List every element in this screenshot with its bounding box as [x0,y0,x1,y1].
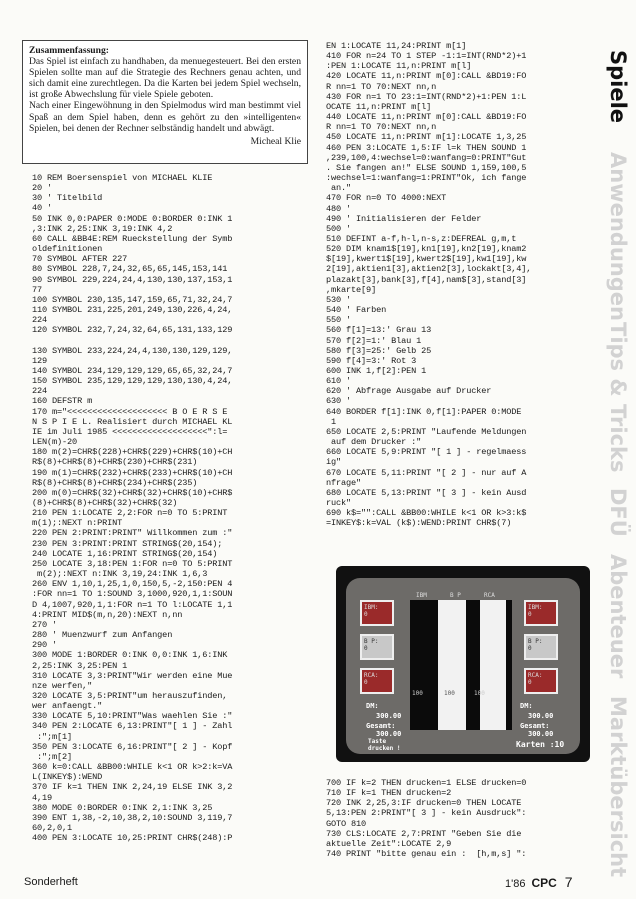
code-listing-left: 10 REM Boersenspiel von MICHAEL KLIE 20 ' 30 ' Titelbild 40 ' 50 INK 0,0:PAPER 0:MODE 0:BORDER 0:INK 1 ,3:INK 2,25:INK 3,19:INK 4,2 60 CALL &BB4E:REM Rueckstellung der Symb oldefinitionen 70 SYMBOL AFTER 227 80 SYMBOL 228,7,24,32,65,65,145,153,141 90 SYMBOL 229,224,24,4,130,130,137,153,1 77 100 SYMBOL 230,135,147,159,65,71,32,24,7 110 SYMBOL 231,225,201,249,130,226,4,24, 224 120 SYMBOL 232,7,24,32,64,65,131,133,129 130 SYMBOL 233,224,24,4,130,130,129,129, 129 140 SYMBOL 234,129,129,129,65,65,32,24,7 150 SYMBOL 235,129,129,129,130,130,4,24, 224 160 DEFSTR m 170 m="<<<<<<<<<<<<<<<<<<<< B O E R S E N S P I E L. Realisiert durch MICHAEL KL IE im Juli 1985 <<<<<<<<<<<<<<<<<<<":l= LEN(m)-20 180 m(2)=CHR$(228)+CHR$(229)+CHR$(10)+CH R$(8)+CHR$(8)+CHR$(230)+CHR$(231) 190 m(1)=CHR$(232)+CHR$(233)+CHR$(10)+CH R$(8)+CHR$(8)+CHR$(234)+CHR$(235) 200 m(0)=CHR$(32)+CHR$(32)+CHR$(10)+CHR$ (8)+CHR$(8)+CHR$(32)+CHR$(32) 210 PEN 1:LOCATE 2,2:FOR n=0 TO 5:PRINT m(1);:NEXT n:PRINT 220 PEN 2:PRINT:PRINT" Willkommen zum :" 230 PEN 3:PRINT:PRINT STRING$(20,154); 240 LOCATE 1,16:PRINT STRING$(20,154) 250 LOCATE 3,18:PEN 1:FOR n=0 TO 5:PRINT m(2);:NEXT n:INK 3,19,24:INK 1,6,3 260 ENV 1,10,1,25,1,0,150,5,-2,150:PEN 4 :FOR nn=1 TO 1:SOUND 3,1000,920,1,1:SOUN D 4,1007,920,1,1:FOR n=1 TO l:LOCATE 1,1 4:PRINT MID$(m,n,20):NEXT n,nn 270 ' 280 ' Muenzwurf zum Anfangen 290 ' 300 MODE 1:BORDER 0:INK 0,0:INK 1,6:INK 2,25:INK 3,25:PEN 1 310 LOCATE 3,3:PRINT"Wir werden eine Mue nze werfen," 320 LOCATE 3,5:PRINT"um herauszufinden, wer anfaengt." 330 LOCATE 5,10:PRINT"Was waehlen Sie :" 340 PEN 2:LOCATE 6,13:PRINT"[ 1 ] - Zahl :";m[1] 350 PEN 3:LOCATE 6,16:PRINT"[ 2 ] - Kopf :";m[2] 360 k=0:CALL &BB00:WHILE k<1 OR k>2:k=VA L(INKEY$):WEND 370 IF k=1 THEN INK 2,24,19 ELSE INK 3,2 4,19 380 MODE 0:BORDER 0:INK 2,1:INK 3,25 390 ENT 1,38,-2,10,38,2,10:SOUND 3,119,7 60,2,0,1 400 PEN 3:LOCATE 10,25:PRINT CHR$(248):P [32,173,233,844]
top-label-rca: RCA [484,592,495,599]
gesamt-value: 300.00 [376,730,402,738]
right-box-bp: B P: 0 [524,634,558,660]
mid-value-3: 100 [474,690,485,697]
code-listing-right-bottom: 700 IF k=2 THEN drucken=1 ELSE drucken=0 710 IF k=1 THEN drucken=2 720 INK 2,25,3:IF drucken=0 THEN LOCATE 5,13:PEN 2:PRINT"[ 3 ] - kein Ausdruck": GOTO 810 730 CLS:LOCATE 2,7:PRINT "Geben Sie die aktuelle Zeit":LOCATE 2,9 740 PRINT "bitte genau ein : [h,m,s] ": [326,778,527,860]
monitor-screen [346,578,580,754]
summary-box [22,40,308,164]
mid-value-1: 100 [412,690,423,697]
right-box-rca: RCA: 0 [524,668,558,694]
gesamt-right-value: 300.00 [528,730,554,738]
screenshot-photo [336,566,590,762]
top-label-ibm: IBM [416,592,427,599]
stripe-black-1 [410,600,438,730]
footer-issue [505,874,573,890]
stripe-black-2 [466,600,480,730]
dm-label: DM: [366,702,379,710]
left-box-bp: B P: 0 [360,634,394,660]
gesamt-right-label: Gesamt: [520,722,550,730]
gesamt-label: Gesamt: [366,722,396,730]
tab-tips-tricks: Tips & Tricks [606,322,630,473]
taste-text: Taste drucken ! [368,738,401,752]
tab-marktuebersicht: Marktübersicht [606,696,630,878]
summary-signature: Micheal Klie [250,135,301,147]
dm-right-value: 300.00 [528,712,554,720]
tab-abenteuer: Abenteuer [606,554,630,679]
footer-brand: CPC [531,876,557,890]
code-listing-right: EN 1:LOCATE 11,24:PRINT m[1] 410 FOR n=24 TO 1 STEP -1:1=INT(RND*2)+1 :PEN 1:LOCATE 11,n:PRINT m[l] 420 LOCATE 11,n:PRINT m[0]:CALL &BD19:FO R nn=1 TO 70:NEXT nn,n 430 FOR n=1 TO 23:1=INT(RND*2)+1:PEN 1:L OCATE 11,n:PRINT m[l] 440 LOCATE 11,n:PRINT m[0]:CALL &BD19:FO R nn=1 TO 70:NEXT nn,n 450 LOCATE 11,n:PRINT m[1]:LOCATE 1,3,25 460 PEN 3:LOCATE 1,5:IF l=k THEN SOUND 1 ,239,100,4:wechsel=0:wanfang=0:PRINT"Gut . Sie fangen an!" ELSE SOUND 1,159,100,5 :wechsel=1:wanfang=1:PRINT"Ok, ich fange an." 470 FOR n=0 TO 4000:NEXT 480 ' 490 ' Initialisieren der Felder 500 ' 510 DEFINT a-f,h-l,n-s,z:DEFREAL g,m,t 520 DIM knam1$[19],kn1[19],kn2[19],knam2 $[19],kwert1$[19],kwert2$[19],kw1[19],kw 2[19],aktien1[3],aktien2[3],lockakt[3,4], plazakt[3],bank[3],f[4],nam$[3],stand[3] ,mkarte[9] 530 ' 540 ' Farben 550 ' 560 f[1]=13:' Grau 13 570 f[2]=1:' Blau 1 580 f[3]=25:' Gelb 25 590 f[4]=3:' Rot 3 600 INK 1,f[2]:PEN 1 610 ' 620 ' Abfrage Ausgabe auf Drucker 630 ' 640 BORDER f[1]:INK 0,f[1]:PAPER 0:MODE 1 650 LOCATE 2,5:PRINT "Laufende Meldungen auf dem Drucker :" 660 LOCATE 5,9:PRINT "[ 1 ] - regelmaess ig" 670 LOCATE 5,11:PRINT "[ 2 ] - nur auf A nfrage" 680 LOCATE 5,13:PRINT "[ 3 ] - kein Ausd ruck" 690 k$="":CALL &BB00:WHILE k<1 OR k>3:k$ =INKEY$:k=VAL (k$):WEND:PRINT CHR$(7) [326,41,532,529]
left-box-rca: RCA: 0 [360,668,394,694]
section-tabs [602,40,636,878]
left-box-ibm: IBM: 0 [360,600,394,626]
karten-text: Karten :10 [516,740,565,749]
tab-dfue: DFÜ [606,488,630,537]
footer-publication: Sonderheft [24,876,78,888]
summary-paragraph-1: Das Spiel ist einfach zu handhaben, da menuegesteuert. Bei den ersten Spielen sollte man auf die Strategie des Rechners genau achten, und sich damit eine zurechtlegen. Da die Karten bei jedem Spiel wechseln, ist große Abwechslung für viele Spiele geboten. [29,56,301,101]
top-label-bp: B P [450,592,461,599]
stripe-white-1 [438,600,466,730]
dm-right-label: DM: [520,702,533,710]
summary-paragraph-2: Nach einer Eingewöhnung in den Spielmodus wird man bestimmt viel Spaß an dem Spiel haben, denn es gehört zu den »intelligenten« Spielen, bei denen der Rechner selbständig handelt und abwägt. [29,100,301,134]
stripe-white-2 [480,600,506,730]
page-number: 7 [564,874,573,890]
mid-value-2: 100 [444,690,455,697]
tab-spiele: Spiele [606,50,630,124]
stripe-black-3 [506,600,512,730]
tab-anwendungen: Anwendungen [606,152,630,321]
right-box-ibm: IBM: 0 [524,600,558,626]
summary-heading: Zusammenfassung: [29,45,109,56]
footer-issue-number: 1'86 [505,878,526,890]
dm-value: 300.00 [376,712,402,720]
